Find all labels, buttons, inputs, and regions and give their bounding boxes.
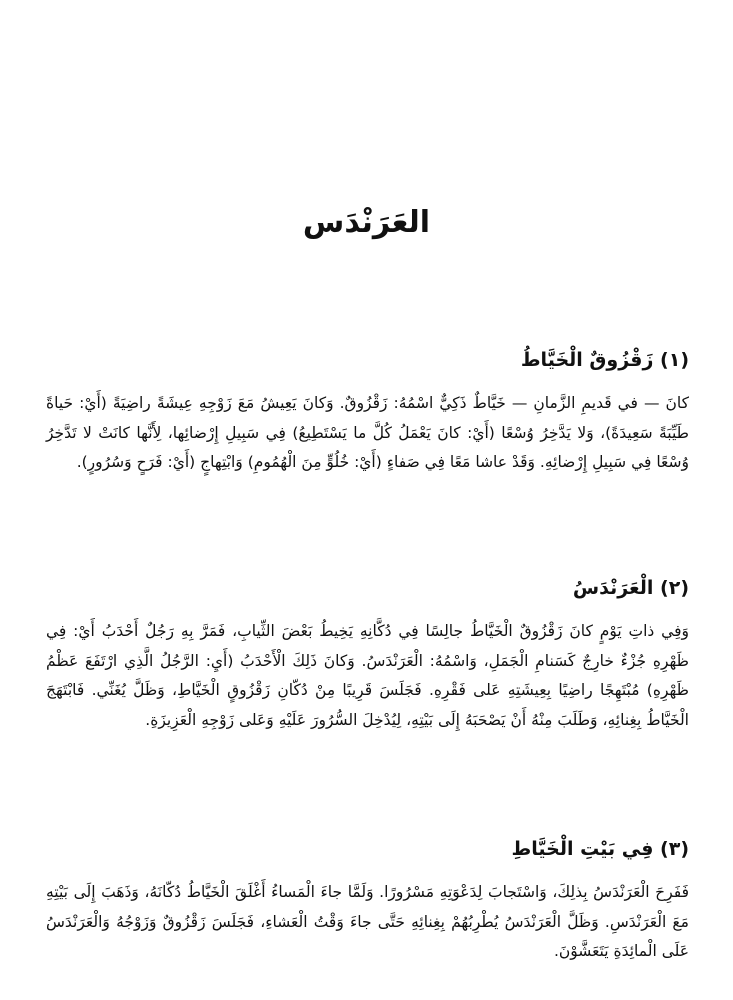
section-heading: (١) زَقْزُوقٌ الْخَيَّاطُ: [520, 349, 689, 371]
section-paragraph: وَفِي ذاتِ يَوْمٍ كانَ زَقْزُوقٌ الْخَيَّاطُ جالِسًا فِي دُكَّانِهِ يَخِيطُ بَعْضَ الثِّيابِ، فَمَرَّ بِهِ رَجُلٌ أَحْدَبُ أَيْ: فِي ظَهْرِهِ جُزْءٌ خارِجٌ كَسَنامِ الْجَمَلِ، وَاسْمُهُ: الْعَرَنْدَسُ. وَكانَ ذَلِكَ الْأَحْدَبُ (أَيِ: الرَّجُلُ الَّذِي ارْتَفَعَ عَظْمُ ظَهْرِهِ) مُبْتَهِجًا راضِيًا بِعِيشَتِهِ عَلى فَقْرِهِ. فَجَلَسَ قَرِيبًا مِنْ دُكّانِ زَقْزُوقٍ الْخَيَّاطِ، وَظَلَّ يُغَنِّي. فَابْتَهَجَ الْخَيَّاطُ بِغِنائِهِ، وَطَلَبَ مِنْهُ أَنْ يَصْحَبَهُ إِلَى بَيْتِهِ، لِيُدْخِلَ السُّرُورَ عَلَيْهِ وَعَلى زَوْجِهِ الْعَزِيزَةِ.: [46, 622, 689, 729]
section-heading: (٢) الْعَرَنْدَسُ: [572, 577, 689, 599]
section-zaqzouq-the-tailor: [46, 345, 689, 478]
section-al-arandas: [46, 573, 689, 735]
section-paragraph: فَفَرِحَ الْعَرَنْدَسُ بِذلِكَ، وَاسْتَجابَ لِدَعْوَتِهِ مَسْرُورًا. وَلَمَّا جاءَ الْمَساءُ أَغْلَقَ الْخَيَّاطُ دُكّانَهُ، وَذَهَبَ إِلَى بَيْتِهِ مَعَ الْعَرَنْدَسِ. وَظَلَّ الْعَرَنْدَسُ يُطْرِبُهُمْ بِغِنائِهِ حَتَّى جاءَ وَقْتُ الْعَشاءِ، فَجَلَسَ زَقْزُوقٌ وَزَوْجُهُ وَالْعَرَنْدَسُ عَلَى الْمائِدَةِ يَتَعَشَّوْنَ.: [46, 883, 689, 960]
section-in-the-tailors-house: [46, 834, 689, 967]
section-heading: (٣) فِي بَيْتِ الْخَيَّاطِ: [511, 838, 689, 860]
section-paragraph: كانَ — في قَديمِ الزَّمانِ — خَيَّاطٌ ذَكِيٌّ اسْمُهُ: زَقْزُوقٌ. وَكانَ يَعِيشُ مَعَ زَوْجِهِ عِيشَةً راضِيَةً (أَيْ: حَياةً طَيِّبَةً سَعِيدَةً)، وَلا يَدَّخِرُ وُسْعًا (أَيْ: كانَ يَعْمَلُ كُلَّ ما يَسْتَطِيعُ) فِي سَبِيلِ إِرْضائِها، لِأَنَّها كانَتْ لا تَدَّخِرُ وُسْعًا فِي سَبِيلِ إِرْضائِهِ. وَقَدْ عاشا مَعًا فِي صَفاءٍ (أَيْ: خُلُوٍّ مِنَ الْهُمُومِ) وَابْتِهاجٍ (أَيْ: فَرَحٍ وَسُرُورٍ).: [46, 394, 689, 471]
page-title: العَرَنْدَس: [302, 205, 431, 240]
